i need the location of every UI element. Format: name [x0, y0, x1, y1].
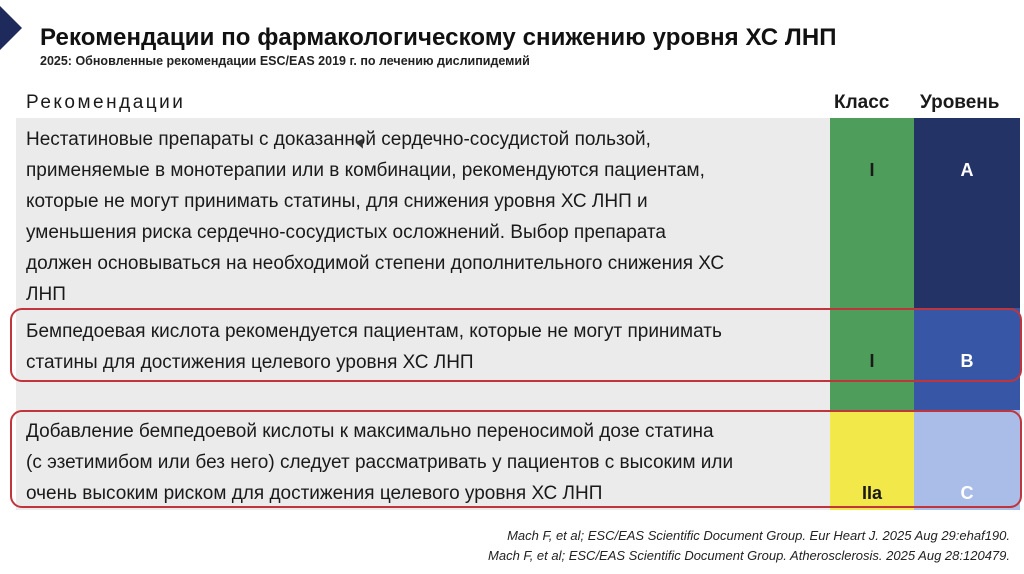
highlight-frame-row-2: [10, 308, 1022, 382]
text-line: очень высоким риском для достижения целевого уровня ХС ЛНП: [26, 483, 603, 504]
class-badge-row-3: IIa: [830, 410, 914, 510]
reference-1: Mach F, et al; ESC/EAS Scientific Document Group. Eur Heart J. 2025 Aug 29:ehaf190.: [507, 528, 1010, 543]
highlight-frame-row-3: [10, 410, 1022, 508]
slide-subtitle: 2025: Обновленные рекомендации ESC/EAS 2019 г. по лечению дислипидемий: [40, 54, 530, 68]
text-line: (с эзетимибом или без него) следует рассматривать у пациентов с высоким или: [26, 452, 734, 473]
header-class: Класс: [834, 92, 890, 113]
text-line: Нестатиновые препараты с доказанной сердечно-сосудистой пользой,: [26, 129, 651, 150]
text-line: Добавление бемпедоевой кислоты к максимально переносимой дозе статина: [26, 421, 714, 442]
level-badge-row-2: B: [914, 308, 1020, 410]
slide-title: Рекомендации по фармакологическому снижению уровня ХС ЛНП: [40, 24, 837, 51]
text-line: должен основываться на необходимой степени дополнительного снижения ХС: [26, 253, 725, 274]
slide-corner-marker: [0, 6, 22, 50]
level-badge-row-3: C: [914, 410, 1020, 510]
recommendation-text: [26, 124, 820, 310]
text-line: статины для достижения целевого уровня ХС ЛНП: [26, 352, 474, 373]
class-badge-row-2: I: [830, 308, 914, 410]
text-line: которые не могут принимать статины, для снижения уровня ХС ЛНП и: [26, 191, 648, 212]
class-badge-row-1: I: [830, 118, 914, 308]
text-line: Бемпедоевая кислота рекомендуется пациентам, которые не могут принимать: [26, 321, 722, 342]
recommendation-row-1: [16, 118, 830, 308]
header-level: Уровень: [920, 92, 1000, 113]
references: [488, 526, 1010, 566]
text-line: уменьшения риска сердечно-сосудистых осложнений. Выбор препарата: [26, 222, 666, 243]
level-badge-row-1: A: [914, 118, 1020, 308]
text-line: применяемые в монотерапии или в комбинации, рекомендуются пациентам,: [26, 160, 705, 181]
reference-2: Mach F, et al; ESC/EAS Scientific Document Group. Atherosclerosis. 2025 Aug 28:120479.: [488, 548, 1010, 563]
header-recommendations: Рекомендации: [26, 92, 186, 113]
text-line: ЛНП: [26, 284, 66, 305]
